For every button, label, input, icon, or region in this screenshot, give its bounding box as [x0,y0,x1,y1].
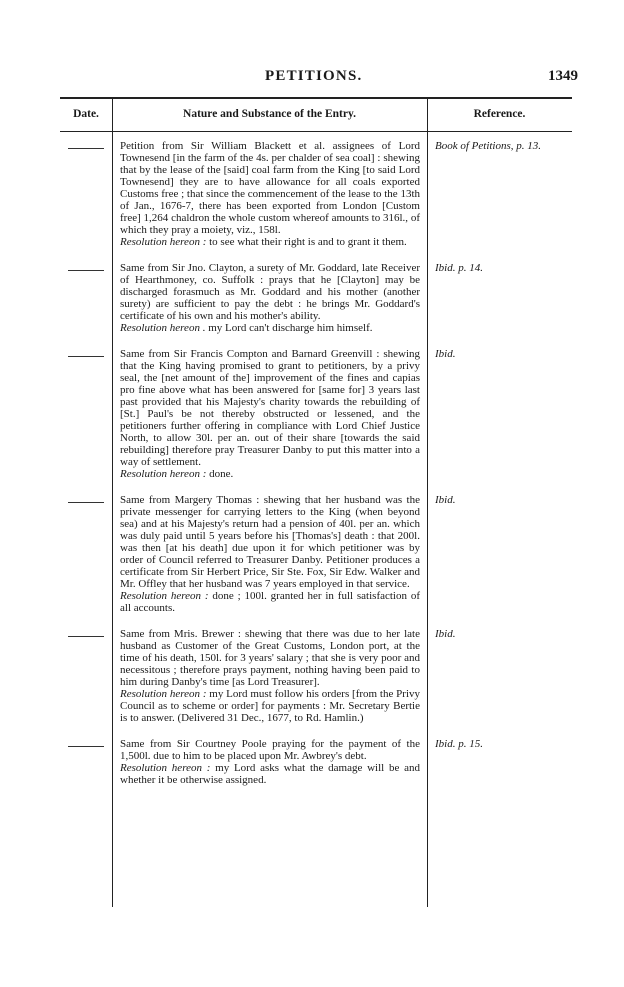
date-dash [68,502,104,503]
entry-reference: Ibid. p. 14. [435,262,483,274]
entry-text: Same from Mris. Brewer : shewing that there was due to her late husband as Customer of the Great Customs, London port, at the time of his death, 150l. for 3 years' salary ; that she is very poor and necessitous ; therefore prays payment, nothing having been paid to him during Danby's time [as Lord Treasurer]. [120,628,420,688]
entry-row [60,262,572,334]
entry-reference: Ibid. [435,494,456,506]
entries-list [60,140,572,800]
column-header-nature: Nature and Substance of the Entry. [183,108,356,120]
entry-resolution [120,590,420,614]
entry-resolution [120,236,420,248]
resolution-label: Resolution hereon : [120,590,209,602]
page-number: 1349 [548,68,578,84]
resolution-label: Resolution hereon : [120,468,207,480]
resolution-text: my Lord asks what the damage will be and whether it be otherwise assigned. [120,762,420,786]
resolution-text: done. [209,468,234,480]
entry-resolution [120,762,420,786]
resolution-label: Resolution hereon : [120,762,211,774]
table-top-rule [60,97,572,99]
entry-text: Same from Sir Francis Compton and Barnard Greenvill : shewing that the King having promised to grant to petitioners, by a privy seal, the [net amount of the] improvement of the fines and capias pro fine above what has been answered for [same for] 3 years last past provided that his Majesty's charity towards the rebuilding of [St.] Paul's be not thereby obstructed or lessened, and the petitioners further offering in compliance with Lord Chief Justice North, to allow 30l. per an. out of their share [towards the said rebuilding] therefore pray Treasurer Danby to put this matter into a way of settlement. [120,348,420,468]
entry-row [60,140,572,248]
page-header [60,68,590,90]
date-dash [68,148,104,149]
resolution-label: Resolution hereon . [120,322,206,334]
date-dash [68,356,104,357]
entry-reference: Book of Petitions, p. 13. [435,140,542,152]
entry-row [60,348,572,480]
resolution-label: Resolution hereon : [120,236,207,248]
date-dash [68,636,104,637]
entry-row [60,494,572,614]
entry-row [60,628,572,724]
column-header-reference: Reference. [473,108,526,120]
entry-reference: Ibid. [435,628,456,640]
resolution-text: done ; 100l. granted her in full satisfaction of all accounts. [120,590,420,614]
entry-text: Same from Margery Thomas : shewing that her husband was the private messenger for carrying letters to the King (when beyond sea) and at his Majesty's return had a pension of 40l. per an. which was duly paid until 5 years before his [Thomas's] death : that 200l. was then [at his death] due upon it for which petitioner was by order of Council referred to Treasurer Danby. Petitioner produces a certificate from Sir Herbert Price, Sir Ste. Fox, Sir Edw. Walker and Mr. Offley that her husband was 7 years employed in that service. [120,494,420,590]
petitions-table [60,97,572,907]
entry-reference: Ibid. [435,348,456,360]
resolution-label: Resolution hereon : [120,688,207,700]
resolution-text: to see what their right is and to grant it them. [209,236,407,248]
entry-row [60,738,572,786]
entry-resolution [120,688,420,724]
entry-text: Same from Sir Courtney Poole praying for the payment of the 1,500l. due to him to be placed upon Mr. Awbrey's debt. [120,738,420,762]
table-header-rule [60,131,572,132]
entry-resolution [120,322,420,334]
date-dash [68,746,104,747]
page-title: PETITIONS. [265,68,363,84]
resolution-text: my Lord must follow his orders [from the Privy Council as to scheme or order] for payments : Mr. Secretary Bertie is to answer. (Delivered 31 Dec., 1677, to Rd. Hamlin.) [120,688,420,724]
entry-text: Same from Sir Jno. Clayton, a surety of Mr. Goddard, late Receiver of Hearthmoney, co. Suffolk : prays that he [Clayton] may be discharged forasmuch as Mr. Goddard and his mother (another surety) are sufficient to pay the debt : he brings Mr. Goddard's certificate of his own and his mother's ability. [120,262,420,322]
entry-text: Petition from Sir William Blackett et al. assignees of Lord Townesend [in the farm of the 4s. per chalder of sea coal] : shewing that by the lease of the [said] coal farm from the King [to said Lord Townesend] they are to have allowance for all coals exported Customs free ; that since the commencement of the lease to the 13th of Jan., 1676-7, there has been exported from London [Custom free] 1,264 chaldron the whole custom whereof amounts to 316l., of which they pray a moiety, viz., 158l. [120,140,420,236]
date-dash [68,270,104,271]
column-header-date: Date. [73,108,99,120]
entry-reference: Ibid. p. 15. [435,738,483,750]
entry-resolution [120,468,420,480]
resolution-text: my Lord can't discharge him himself. [208,322,373,334]
